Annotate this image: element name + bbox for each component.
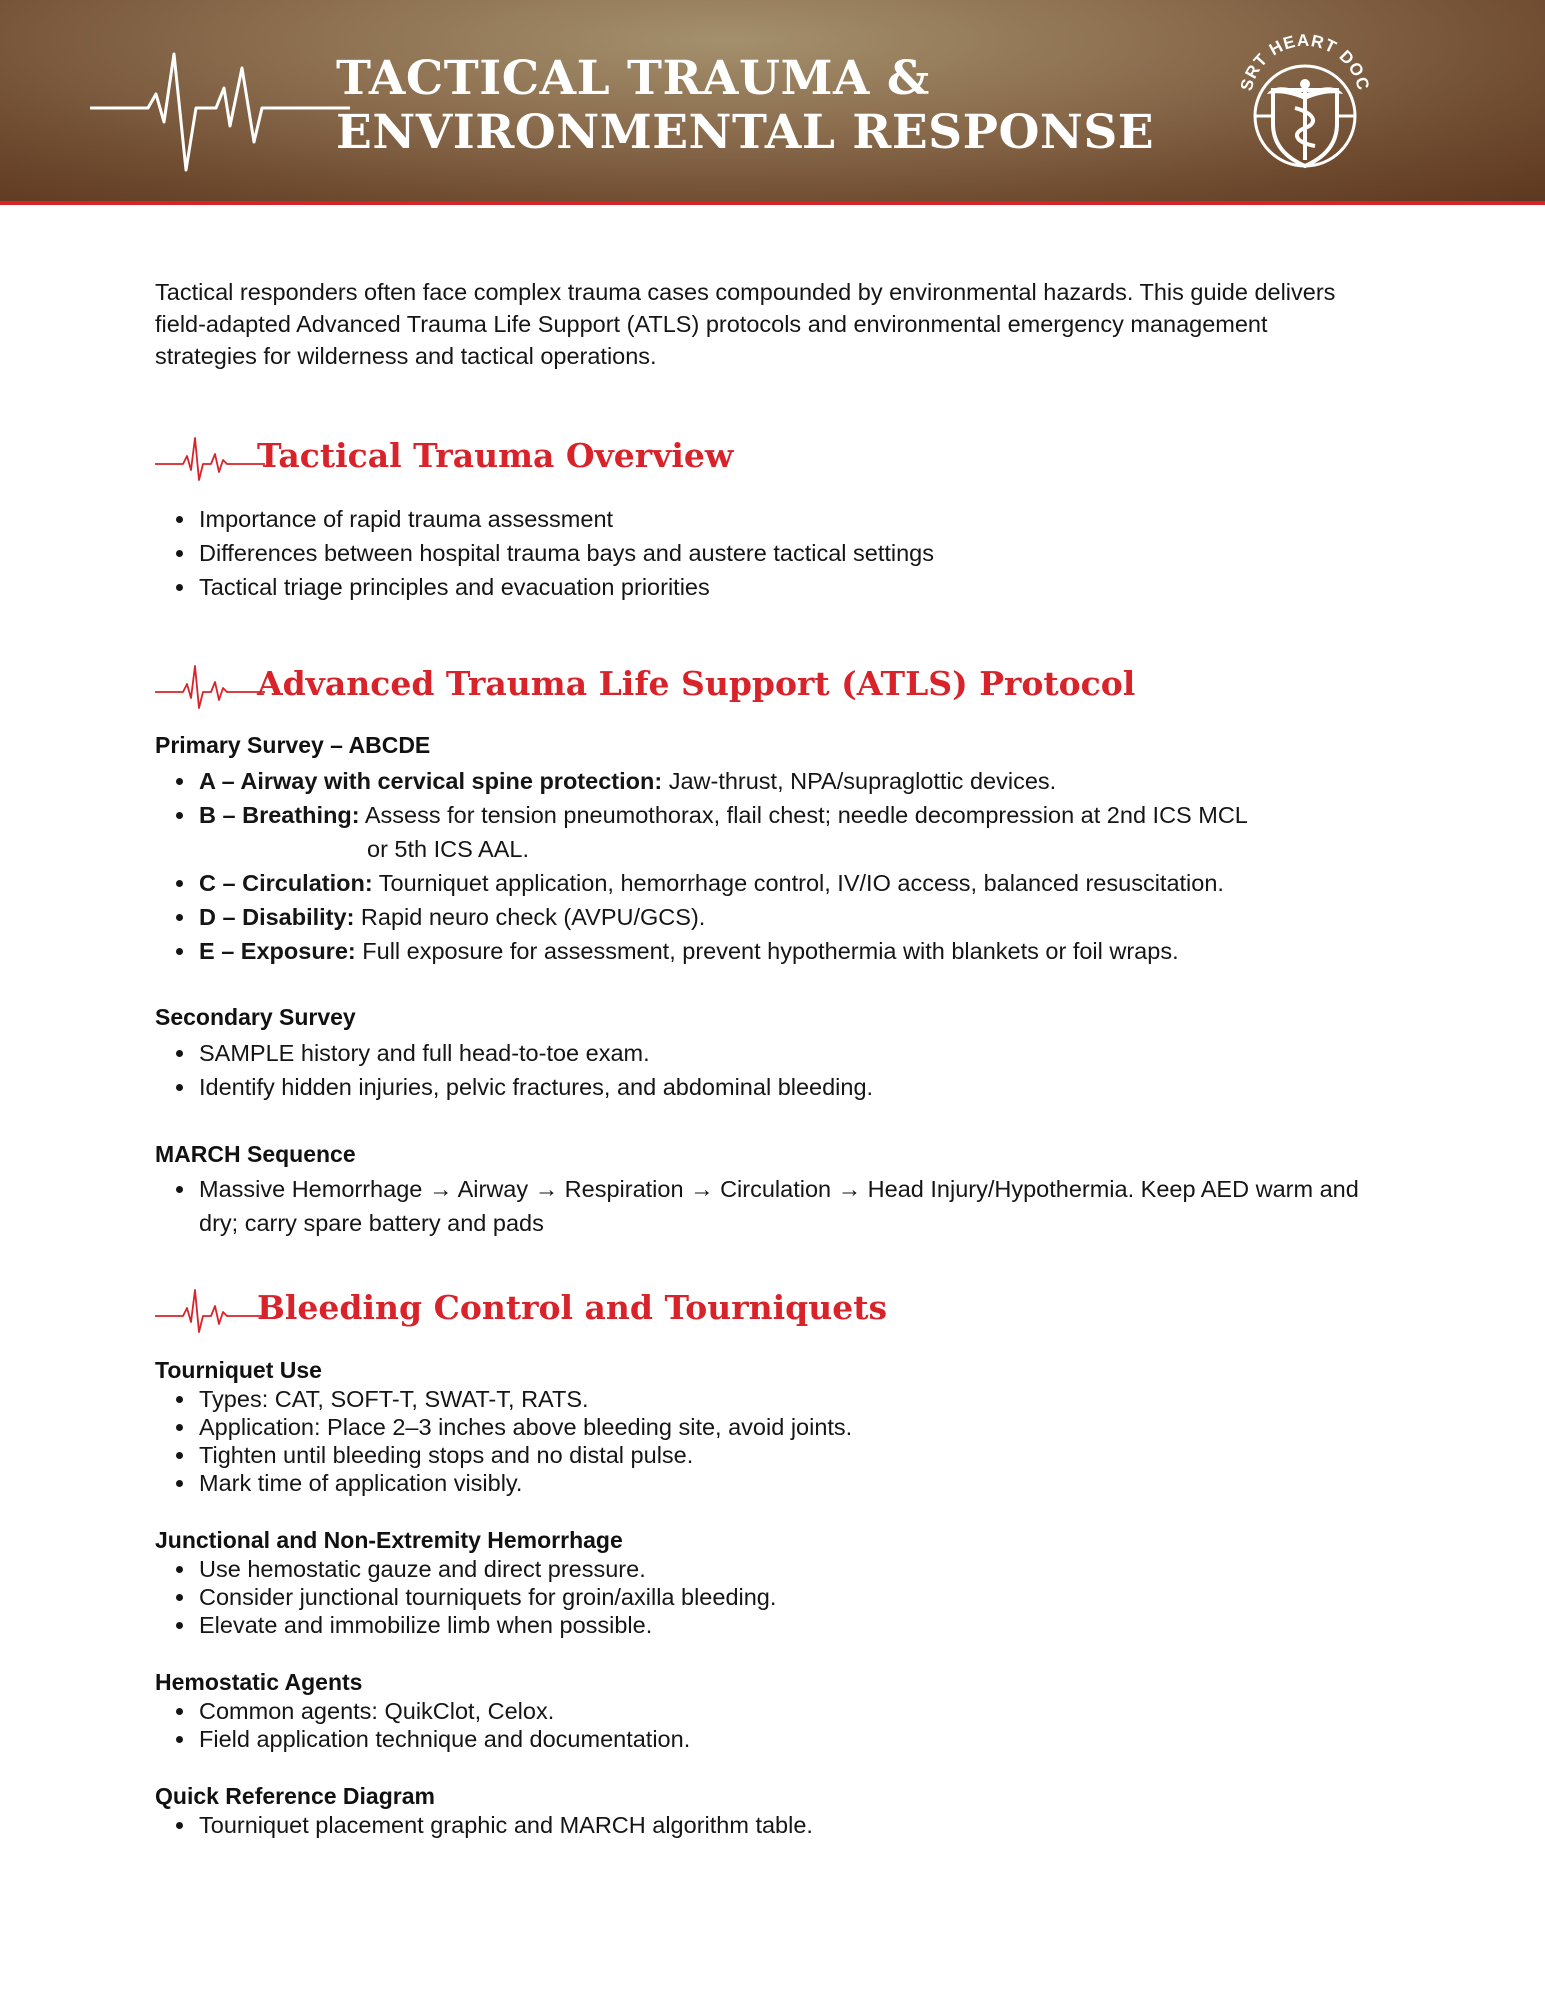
list-item: • Differences between hospital trauma bays and austere tactical settings (197, 536, 1377, 570)
heartbeat-line-icon (90, 38, 350, 178)
list-item (197, 934, 1377, 968)
list-item: • Importance of rapid trauma assessment (197, 502, 1377, 536)
heartbeat-line-icon (155, 420, 265, 490)
list-item: • Consider junctional tourniquets for groin/axilla bleeding. (197, 1583, 1377, 1611)
item-label: D – Disability: (199, 904, 355, 930)
item-text: Jaw-thrust, NPA/supraglottic devices. (662, 768, 1057, 794)
list-item: • Field application technique and documentation. (197, 1725, 1377, 1753)
page-title (336, 52, 1154, 160)
list-item: • Elevate and immobilize limb when possible. (197, 1611, 1377, 1639)
item-label: E – Exposure: (199, 938, 356, 964)
junctional-list (155, 1555, 1377, 1639)
list-item: • Tourniquet placement graphic and MARCH algorithm table. (197, 1811, 1377, 1839)
item-text: Full exposure for assessment, prevent hypothermia with blankets or foil wraps. (355, 938, 1179, 964)
list-item: • Tactical triage principles and evacuation priorities (197, 570, 1377, 604)
list-item: • Massive Hemorrhage → Airway → Respiration → Circulation → Head Injury/Hypothermia. Keep AED warm and dry; carry spare battery and pads (197, 1172, 1377, 1240)
list-item: • Application: Place 2–3 inches above bleeding site, avoid joints. (197, 1413, 1377, 1441)
item-text: Tourniquet application, hemorrhage control, IV/IO access, balanced resuscitation. (372, 870, 1224, 896)
tourniquet-list (155, 1385, 1377, 1497)
list-item: • Common agents: QuikClot, Celox. (197, 1697, 1377, 1725)
logo-text: SRT HEART DOC (1236, 30, 1374, 93)
section-title: Bleeding Control and Tourniquets (257, 1287, 888, 1327)
section-heading-overview (155, 420, 733, 490)
subheading-hemostatic-agents: Hemostatic Agents (155, 1669, 363, 1695)
list-item: • Use hemostatic gauze and direct pressure. (197, 1555, 1377, 1583)
list-item: • Mark time of application visibly. (197, 1469, 1377, 1497)
subheading-quick-reference: Quick Reference Diagram (155, 1783, 435, 1809)
header-banner (0, 0, 1545, 205)
list-item: • SAMPLE history and full head-to-toe exam. (197, 1036, 1377, 1070)
section-heading-bleeding (155, 1272, 887, 1342)
march-sequence-list (155, 1172, 1377, 1240)
list-item (197, 764, 1377, 798)
primary-survey-list (155, 764, 1377, 968)
subheading-junctional: Junctional and Non-Extremity Hemorrhage (155, 1527, 623, 1553)
subheading-secondary-survey: Secondary Survey (155, 1004, 356, 1030)
item-label: C – Circulation: (199, 870, 373, 896)
title-line-2: ENVIRONMENTAL RESPONSE (336, 105, 1155, 160)
list-item (197, 866, 1377, 900)
subheading-tourniquet-use: Tourniquet Use (155, 1357, 322, 1383)
list-item: • Tighten until bleeding stops and no distal pulse. (197, 1441, 1377, 1469)
section-heading-atls (155, 648, 1135, 718)
srt-heart-doc-logo (1225, 20, 1385, 180)
list-item: • Types: CAT, SOFT-T, SWAT-T, RATS. (197, 1385, 1377, 1413)
heartbeat-line-icon (155, 648, 265, 718)
item-text: Assess for tension pneumothorax, flail chest; needle decompression at 2nd ICS MCL (359, 802, 1248, 828)
subheading-primary-survey: Primary Survey – ABCDE (155, 732, 431, 758)
section-title: Advanced Trauma Life Support (ATLS) Protocol (257, 663, 1136, 703)
title-line-1: TACTICAL TRAUMA & (336, 51, 930, 106)
list-item (197, 798, 1377, 866)
item-text: Rapid neuro check (AVPU/GCS). (354, 904, 706, 930)
section-title: Tactical Trauma Overview (257, 435, 734, 475)
hemostatic-list (155, 1697, 1377, 1753)
secondary-survey-list (155, 1036, 1377, 1104)
subheading-march-sequence: MARCH Sequence (155, 1141, 356, 1167)
list-item (197, 900, 1377, 934)
item-label: B – Breathing: (199, 802, 360, 828)
intro-paragraph: Tactical responders often face complex trauma cases compounded by environmental hazards. This guide delivers field-adapted Advanced Trauma Life Support (ATLS) protocols and environmental emergency management strategies for wilderness and tactical operations. (155, 279, 1336, 369)
overview-list (155, 502, 1377, 604)
item-label: A – Airway with cervical spine protection: (199, 768, 663, 794)
list-item: • Identify hidden injuries, pelvic fractures, and abdominal bleeding. (197, 1070, 1377, 1104)
heartbeat-line-icon (155, 1272, 265, 1342)
item-text-continued: or 5th ICS AAL. (367, 836, 529, 862)
quick-reference-list (155, 1811, 1377, 1839)
